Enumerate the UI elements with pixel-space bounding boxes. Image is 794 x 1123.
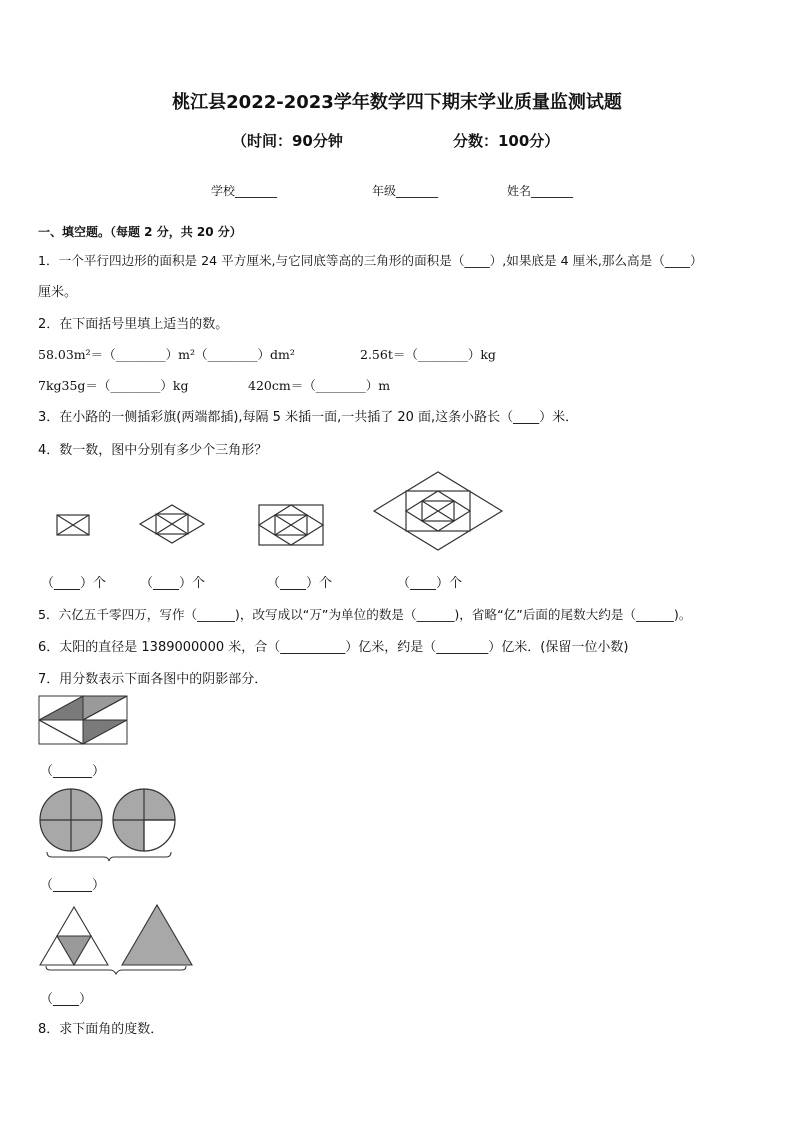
q4-answer-3[interactable]: （____）个 [267, 576, 333, 591]
question-2: 2．在下面括号里填上适当的数。 [38, 317, 229, 332]
question-2-item-b: 2.56t＝（________）kg [360, 347, 496, 362]
question-2-item-a: 58.03m²＝（________）m²（________）dm² [38, 347, 295, 362]
question-2-item-d: 420cm＝（________）m [248, 378, 391, 393]
q7-answer-1[interactable]: （______） [40, 764, 106, 779]
q4-answer-1[interactable]: （____）个 [41, 576, 107, 591]
name-field: 姓名_______ [507, 184, 574, 198]
question-6: 6．太阳的直径是 1389000000 米，合（__________）亿米，约是（________）亿米．(保留一位小数) [38, 640, 629, 655]
school-field: 学校_______ [211, 184, 278, 198]
question-5: 5．六亿五千零四万，写作（______)，改写成以“万”为单位的数是（______)，省略“亿”后面的尾数大约是（______)。 [38, 607, 692, 622]
question-1-line-1: 1．一个平行四边形的面积是 24 平方厘米,与它同底等高的三角形的面积是（____）,如果底是 4 厘米,那么高是（____） [38, 253, 703, 268]
question-1-line-2: 厘米。 [38, 285, 78, 300]
exam-score: 分数：100分） [453, 132, 560, 150]
question-8: 8．求下面角的度数． [38, 1022, 164, 1037]
question-7: 7．用分数表示下面各图中的阴影部分． [38, 672, 268, 687]
page-title: 桃江县2022-2023学年数学四下期末学业质量监测试题 [172, 92, 622, 113]
question-3: 3．在小路的一侧插彩旗(两端都插),每隔 5 米插一面,一共插了 20 面,这条小路长（____）米． [38, 410, 579, 425]
q7-answer-3[interactable]: （____） [40, 992, 93, 1007]
q4-answer-4[interactable]: （____）个 [397, 576, 463, 591]
q4-answer-2[interactable]: （____）个 [140, 576, 206, 591]
question-4: 4．数一数，图中分别有多少个三角形？ [38, 443, 268, 458]
q7-answer-2[interactable]: （______） [40, 878, 106, 893]
question-2-item-c: 7kg35g＝（________）kg [38, 378, 189, 393]
grade-field: 年级_______ [372, 184, 439, 198]
exam-time: （时间：90分钟 [232, 132, 343, 150]
section-heading: 一、填空题。（每题 2 分，共 20 分） [38, 225, 242, 239]
